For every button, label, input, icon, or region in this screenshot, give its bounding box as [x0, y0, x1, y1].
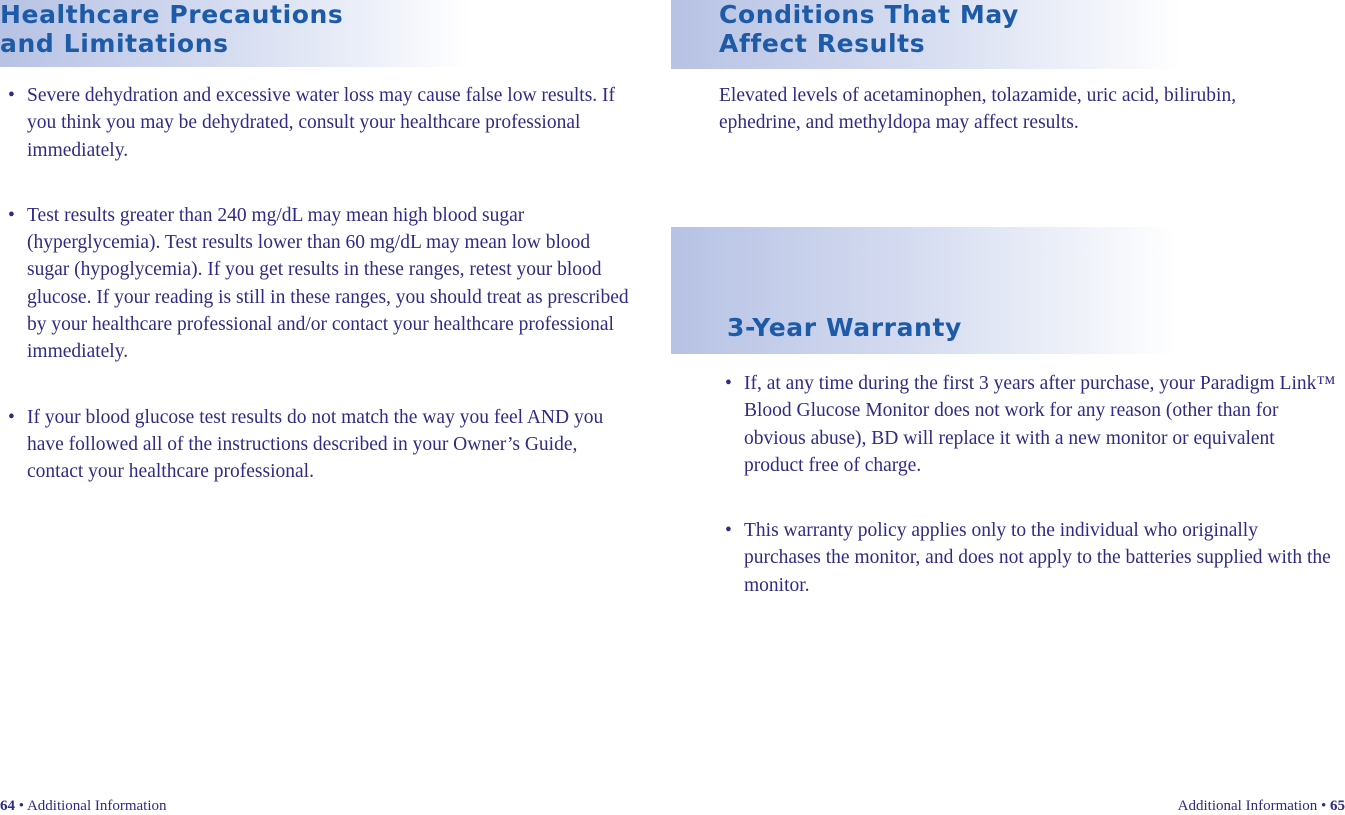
heading-line: Healthcare Precautions	[0, 0, 344, 29]
list-item	[724, 370, 1339, 479]
heading-line: Affect Results	[719, 29, 926, 58]
list-item-text: This warranty policy applies only to the individual who originally purchases the monitor, and does not apply to the batteries supplied with the monitor.	[744, 520, 1331, 596]
page-number: 64	[0, 798, 15, 814]
list-item-text: If, at any time during the first 3 years after purchase, your Paradigm Link™ Blood Glucose Monitor does not work for any reason (other than for obvious abuse), BD will replace it with a new monitor or equivalent product free of charge.	[744, 373, 1336, 476]
heading-line: and Limitations	[0, 29, 229, 58]
list-item	[724, 517, 1339, 599]
bullet-glyph: •	[8, 85, 15, 106]
bullet-glyph: •	[725, 373, 732, 394]
bullet-glyph: •	[8, 406, 15, 428]
warranty-heading: 3-Year Warranty	[727, 313, 962, 342]
conditions-heading	[719, 0, 1019, 58]
list-item-text: If your blood glucose test results do not match the way you feel AND you have followed all of the instructions described in your Owner’s Guide, contact your healthcare professional.	[27, 406, 604, 483]
footer-section: Additional Information	[1177, 798, 1318, 814]
page-number: 65	[1330, 798, 1345, 814]
list-item	[7, 82, 632, 164]
footer-separator: •	[1320, 798, 1327, 814]
warranty-list	[724, 370, 1339, 599]
healthcare-precautions-heading	[0, 0, 343, 58]
right-page-footer	[1178, 797, 1345, 815]
list-item-text: Test results greater than 240 mg/dL may mean high blood sugar (hyperglycemia). Test results lower than 60 mg/dL may mean low blood sugar (hypoglycemia). If you get results in these ranges, retest your blood glucose. If your reading is still in these ranges, you should treat as prescribed by your healthcare professional and/or contact your healthcare professional immediately.	[27, 204, 629, 363]
list-item	[7, 202, 632, 366]
list-item	[7, 404, 632, 486]
left-page-footer	[0, 797, 167, 815]
footer-separator: •	[18, 798, 25, 814]
heading-line: Conditions That May	[719, 0, 1019, 29]
precautions-list	[7, 82, 632, 486]
bullet-glyph: •	[725, 520, 732, 542]
bullet-glyph: •	[8, 204, 15, 226]
conditions-text: Elevated levels of acetaminophen, tolazamide, uric acid, bilirubin, ephedrine, and methyldopa may affect results.	[719, 85, 1237, 134]
list-item-text: Severe dehydration and excessive water loss may cause false low results. If you think you may be dehydrated, consult your healthcare professional immediately.	[27, 85, 616, 161]
footer-section: Additional Information	[26, 798, 167, 814]
